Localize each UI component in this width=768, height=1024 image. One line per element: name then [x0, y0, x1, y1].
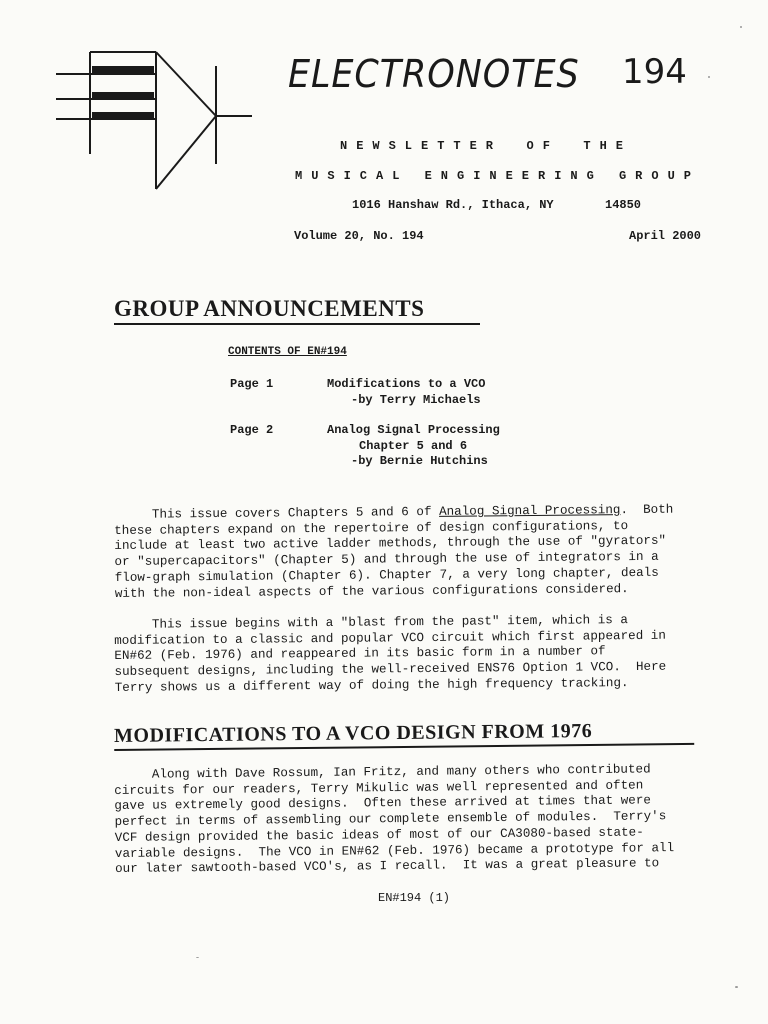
scan-speck: [196, 957, 199, 958]
toc-entry-subtitle: Chapter 5 and 6: [359, 438, 468, 453]
blast-paragraph: This issue begins with a "blast from the past" item, which is a modification to a classic and popular VCO circuit which first appeared in EN#62 (Feb. 1976) and reappeared in its basic form in a number of subsequent designs, including the well-received ENS76 Option 1 VCO. Here Terry shows us a different way of doing the high frequency tracking.: [114, 613, 667, 695]
issue-number: 194: [622, 52, 687, 92]
subtitle-word: NEWSLETTER: [340, 139, 503, 153]
toc-entry: [327, 423, 500, 470]
issue-date: April 2000: [629, 229, 702, 243]
toc-page-number: Page 1: [230, 377, 274, 391]
volume-info: Volume 20, No. 194: [294, 229, 424, 243]
intro-paragraph: [114, 502, 725, 602]
scan-speck: [740, 26, 742, 28]
subtitle-word: ENGINEERING: [424, 169, 603, 183]
subtitle-word: MUSICAL: [295, 169, 409, 183]
toc-entry-author: -by Terry Michaels: [351, 392, 481, 407]
subtitle-word: OF: [526, 139, 559, 153]
newsletter-subtitle: [340, 139, 632, 153]
subtitle-word: GROUP: [618, 169, 700, 183]
group-subtitle: [295, 169, 700, 183]
toc-entry: [327, 377, 485, 408]
book-title: Analog Signal Processing: [438, 503, 621, 519]
toc-entry-author: -by Bernie Hutchins: [351, 454, 488, 468]
scan-speck: [735, 986, 738, 988]
en-logo: [56, 44, 256, 194]
contents-label: CONTENTS OF EN#194: [228, 346, 347, 358]
article-paragraph: Along with Dave Rossum, Ian Fritz, and many others who contributed circuits for our readers, Terry Mikulic was well represented and often gave us extremely good designs. Often these arrived at times that were perfect in terms of assembling our complete ensemble of modules. Terry's VCF design provided the basic ideas of most of our CA3080-based state- variable designs. The VCO in EN#62 (Feb. 1976) became a prototype for all our later sawtooth-based VCO's, as I recall. It was a great pleasure to: [114, 762, 675, 877]
para-text: This issue covers Chapters 5 and 6 of: [114, 504, 440, 522]
address: 1016 Hanshaw Rd., Ithaca, NY: [352, 198, 554, 212]
page-footer: EN#194 (1): [378, 891, 451, 905]
vco-article-heading: MODIFICATIONS TO A VCO DESIGN FROM 1976: [114, 719, 694, 751]
toc-page-number: Page 2: [230, 423, 274, 437]
scan-speck: [708, 76, 710, 78]
subtitle-word: THE: [583, 139, 632, 153]
toc-entry-title: Analog Signal Processing: [327, 423, 500, 437]
group-announcements-heading: GROUP ANNOUNCEMENTS: [114, 296, 480, 325]
newsletter-title: ELECTRONOTES: [288, 52, 580, 96]
zip-code: 14850: [605, 198, 642, 212]
toc-entry-title: Modifications to a VCO: [327, 377, 486, 391]
para-text: . Both these chapters expand on the repertoire of design configurations, to include at least two active ladder methods, through the use of "gyrators" or "supercapacitors" (Chapter 5) and through the use of integrators in a flow-graph simulation (Chapter 6). Chapter 7, a very long chapter, deals with the non-ideal aspects of the various configurations considered.: [114, 502, 674, 601]
